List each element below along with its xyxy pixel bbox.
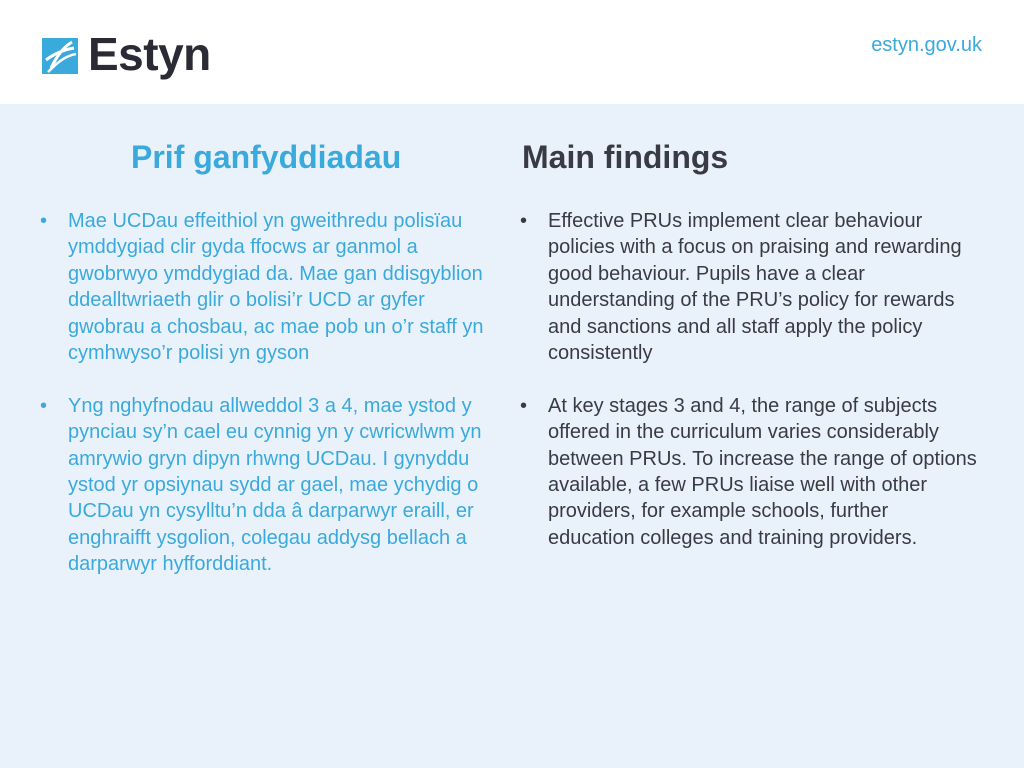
page-header — [0, 0, 1024, 104]
welsh-heading: Prif ganfyddiadau — [131, 139, 402, 175]
welsh-findings-list — [40, 208, 500, 604]
finding-text: Yng nghyfnodau allweddol 3 a 4, mae ystod y pynciau sy’n cael eu cynnig yn y cwricwlwm yn amrywio gryn dipyn rhwng UCDau. I gynyddu ystod yr opsiynau sydd ar gael, mae ychydig o UCDau yn cysylltu’n dda â darparwyr eraill, er enghraifft ysgolion, colegau addysg bellach a darparwyr hyfforddiant. — [68, 394, 482, 576]
finding-text: At key stages 3 and 4, the range of subjects offered in the curriculum varies considerably between PRUs. To increase the range of options available, a few PRUs liaise well with other providers, for example schools, further education colleges and training providers. — [548, 394, 977, 549]
bullet-marker: • — [520, 394, 528, 417]
site-url-link[interactable]: estyn.gov.uk — [871, 34, 982, 56]
list-item — [520, 208, 980, 366]
list-item — [40, 393, 500, 578]
bullet-marker: • — [520, 210, 528, 232]
logo-wordmark: Estyn — [88, 28, 211, 80]
list-item — [520, 393, 980, 551]
list-item — [40, 208, 500, 366]
bullet-marker: • — [40, 394, 48, 417]
english-findings-list — [520, 208, 980, 578]
estyn-logo-icon — [42, 38, 78, 74]
bullet-marker: • — [40, 210, 48, 232]
finding-text: Effective PRUs implement clear behaviour policies with a focus on praising and rewarding good behaviour. Pupils have a clear understanding of the PRU’s policy for rewards and sanctions and all staff apply the policy consistently — [548, 210, 962, 365]
estyn-logo[interactable] — [42, 28, 211, 80]
english-heading: Main findings — [522, 139, 729, 175]
finding-text: Mae UCDau effeithiol yn gweithredu polisïau ymddygiad clir gyda ffocws ar ganmol a gwobrwyo ymddygiad da. Mae gan ddisgyblion ddealltwriaeth glir o bolisi’r UCD ar gyfer gwobrau a chosbau, ac mae pob un o’r staff yn cymhwyso’r polisi yn gyson — [68, 210, 484, 365]
